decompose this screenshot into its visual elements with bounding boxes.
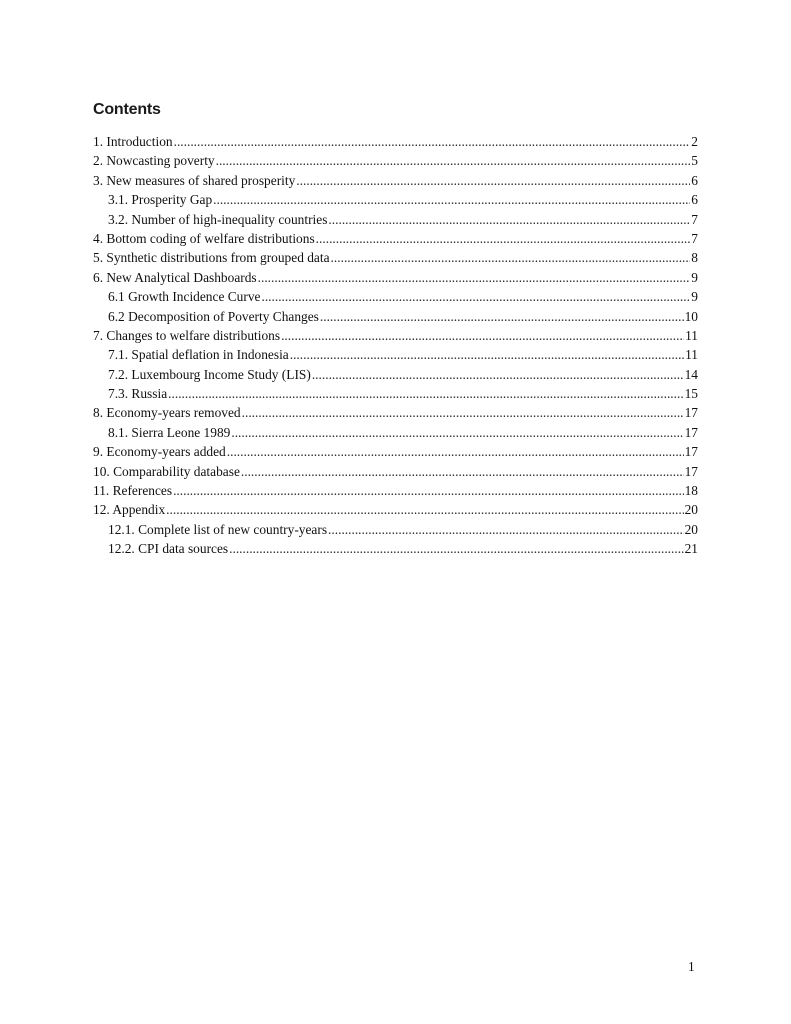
- toc-entry[interactable]: [93, 539, 698, 558]
- toc-dot-leader: [241, 462, 684, 481]
- toc-entry-title[interactable]: 12.2. CPI data sources: [108, 541, 229, 557]
- page-number: 1: [688, 959, 695, 974]
- toc-dot-leader: [166, 500, 683, 519]
- toc-entry[interactable]: [93, 442, 698, 461]
- toc-entry[interactable]: [93, 171, 698, 190]
- toc-dot-leader: [242, 403, 684, 422]
- toc-dot-leader: [213, 190, 690, 209]
- toc-entry-page: 6: [691, 192, 698, 208]
- toc-dot-leader: [290, 345, 684, 364]
- toc-entry-page: 17: [684, 405, 698, 421]
- toc-entry-page: 5: [691, 153, 698, 169]
- toc-entry-page: 11: [685, 327, 698, 343]
- toc-dot-leader: [229, 539, 683, 558]
- toc-entry-page: 20: [684, 502, 698, 518]
- toc-entry-page: 9: [691, 289, 698, 305]
- toc-dot-leader: [328, 210, 690, 229]
- toc-entry[interactable]: [93, 287, 698, 306]
- table-of-contents: [93, 132, 698, 559]
- toc-dot-leader: [331, 248, 691, 267]
- toc-entry-page: 17: [684, 424, 698, 440]
- toc-entry[interactable]: [93, 190, 698, 209]
- toc-entry-page: 7: [691, 230, 698, 246]
- toc-entry-page: 8: [691, 250, 698, 266]
- toc-entry-title[interactable]: 3.2. Number of high-inequality countries: [108, 211, 328, 227]
- toc-entry-page: 15: [684, 386, 698, 402]
- toc-entry-title[interactable]: 6. New Analytical Dashboards: [93, 269, 257, 285]
- toc-entry[interactable]: [93, 481, 698, 500]
- toc-entry-title[interactable]: 6.2 Decomposition of Poverty Changes: [108, 308, 319, 324]
- toc-entry-page: 11: [685, 347, 698, 363]
- toc-entry-page: 18: [684, 483, 698, 499]
- toc-dot-leader: [312, 365, 684, 384]
- toc-dot-leader: [320, 307, 684, 326]
- toc-dot-leader: [227, 442, 684, 461]
- toc-dot-leader: [261, 287, 690, 306]
- toc-dot-leader: [281, 326, 684, 345]
- toc-entry-title[interactable]: 3. New measures of shared prosperity: [93, 172, 296, 188]
- toc-dot-leader: [216, 151, 691, 170]
- toc-entry-page: 17: [684, 444, 698, 460]
- toc-dot-leader: [316, 229, 691, 248]
- toc-entry[interactable]: [93, 151, 698, 170]
- toc-entry-page: 21: [684, 541, 698, 557]
- toc-entry[interactable]: [93, 307, 698, 326]
- toc-entry[interactable]: [93, 229, 698, 248]
- toc-entry-page: 2: [691, 134, 698, 149]
- toc-entry[interactable]: [93, 384, 698, 403]
- toc-entry-title[interactable]: 4. Bottom coding of welfare distributions: [93, 230, 315, 246]
- toc-dot-leader: [231, 423, 683, 442]
- toc-dot-leader: [173, 481, 684, 500]
- toc-entry-title[interactable]: 11. References: [93, 483, 173, 499]
- toc-entry[interactable]: [93, 500, 698, 519]
- toc-entry[interactable]: [93, 520, 698, 539]
- toc-dot-leader: [258, 268, 691, 287]
- toc-entry-title[interactable]: 7.2. Luxembourg Income Study (LIS): [108, 366, 311, 382]
- toc-entry-title[interactable]: 9. Economy-years added: [93, 444, 226, 460]
- toc-entry-title[interactable]: 10. Comparability database: [93, 463, 240, 479]
- toc-entry-title[interactable]: 5. Synthetic distributions from grouped data: [93, 250, 330, 266]
- toc-entry[interactable]: [93, 345, 698, 364]
- toc-entry[interactable]: [93, 248, 698, 267]
- contents-heading: Contents: [93, 101, 161, 118]
- toc-entry-title[interactable]: 3.1. Prosperity Gap: [108, 192, 213, 208]
- toc-dot-leader: [296, 171, 690, 190]
- toc-dot-leader: [174, 132, 691, 151]
- toc-entry-page: 7: [691, 211, 698, 227]
- toc-entry-page: 10: [684, 308, 698, 324]
- toc-dot-leader: [328, 520, 684, 539]
- toc-entry[interactable]: [93, 462, 698, 481]
- toc-dot-leader: [168, 384, 683, 403]
- toc-entry-page: 9: [691, 269, 698, 285]
- toc-entry[interactable]: [93, 365, 698, 384]
- toc-entry[interactable]: [93, 268, 698, 287]
- toc-entry[interactable]: [93, 403, 698, 422]
- toc-entry-title[interactable]: 7.1. Spatial deflation in Indonesia: [108, 347, 289, 363]
- toc-entry-title[interactable]: 2. Nowcasting poverty: [93, 153, 215, 169]
- toc-entry[interactable]: [93, 423, 698, 442]
- toc-entry-title[interactable]: 7. Changes to welfare distributions: [93, 327, 281, 343]
- toc-entry[interactable]: [93, 132, 698, 151]
- toc-entry-title[interactable]: 8.1. Sierra Leone 1989: [108, 424, 231, 440]
- toc-entry-title[interactable]: 12.1. Complete list of new country-years: [108, 521, 328, 537]
- toc-entry-title[interactable]: 6.1 Growth Incidence Curve: [108, 289, 261, 305]
- toc-entry-title[interactable]: 7.3. Russia: [108, 386, 168, 402]
- toc-entry-title[interactable]: 1. Introduction: [93, 134, 173, 149]
- toc-entry[interactable]: [93, 210, 698, 229]
- toc-entry-title[interactable]: 8. Economy-years removed: [93, 405, 241, 421]
- toc-entry-page: 17: [684, 463, 698, 479]
- toc-entry-page: 14: [684, 366, 698, 382]
- toc-entry-page: 6: [691, 172, 698, 188]
- toc-entry-page: 20: [684, 521, 698, 537]
- toc-entry-title[interactable]: 12. Appendix: [93, 502, 166, 518]
- toc-entry[interactable]: [93, 326, 698, 345]
